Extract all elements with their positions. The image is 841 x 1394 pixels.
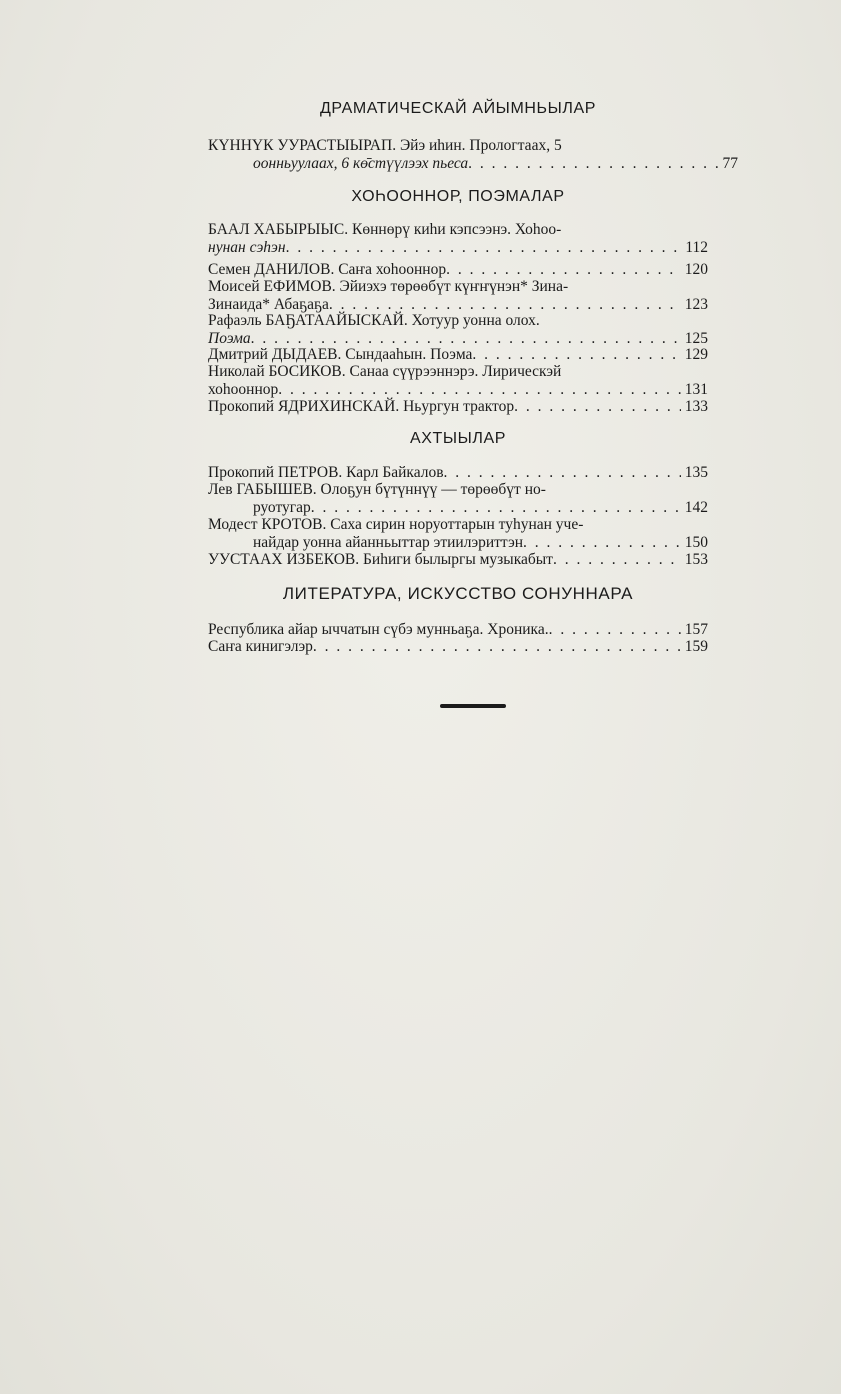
page-number: 129: [684, 346, 708, 363]
entry-text: Прокопий ПЕТРОВ. Карл Байкалов: [208, 464, 444, 481]
entry-text: оонньуулаах, 6 кө̄стүүлээх пьеса: [253, 155, 469, 172]
entry-text: КҮННҮК УУРАСТЫЫРАП. Эйэ иhин. Прологтаах, 5: [208, 137, 562, 154]
entry-text: руотугар: [253, 499, 311, 516]
toc-entry: [208, 278, 708, 314]
section-title: АХТЫЫЛАР: [409, 430, 507, 447]
section-title: ЛИТЕРАТУРА, ИСКУССТВО СОНУННАРА: [282, 584, 634, 603]
entry-text: УУСТААХ ИЗБЕКОВ. Биhиги былыргы музыкабыт: [208, 551, 553, 568]
section-news: [208, 584, 708, 655]
toc-entry: [208, 312, 708, 348]
entry-text: БААЛ ХАБЫРЫЫС. Көннөрү киhи кэпсээнэ. Хоhоо-: [208, 221, 562, 238]
page-number: 112: [685, 239, 708, 256]
page-number: 159: [684, 638, 708, 655]
entry-text: Семен ДАНИЛОВ. Саҥа хоhооннор: [208, 261, 447, 278]
entry-text: Зинаида* Абаҕаҕа: [208, 296, 329, 313]
entry-text: хоhооннор: [208, 381, 279, 398]
page-number: 150: [684, 534, 708, 551]
page-number: 133: [684, 398, 708, 415]
section-memoirs: [208, 430, 708, 568]
page-number: 125: [684, 330, 708, 347]
entry-text: Николай БОСИКОВ. Санаа сүүрээннэрэ. Лирическэй: [208, 363, 562, 380]
toc-entry: [208, 638, 708, 656]
toc-entry: [208, 221, 708, 257]
entry-text: Дмитрий ДЫДАЕВ. Сындааhын. Поэма: [208, 346, 473, 363]
entry-text: Саҥа кинигэлэр: [208, 638, 313, 655]
toc-entry: [208, 516, 708, 552]
entry-text: Модест КРОТОВ. Саха сирин норуоттарын туhунан уче-: [208, 516, 584, 533]
page-number: 135: [684, 464, 708, 481]
entry-text: нунан сэhэн: [208, 239, 286, 256]
toc-entry: [208, 464, 708, 482]
entry-text: Республика айар ыччатын сүбэ мунньаҕа. Хроника.: [208, 621, 549, 638]
toc-entry: [208, 481, 708, 517]
page-number: 77: [722, 155, 738, 172]
entry-text: Моисей ЕФИМОВ. Эйиэхэ төрөөбүт күҥҥүнэн* Зина-: [208, 278, 569, 295]
toc-entry: [208, 346, 708, 364]
entry-text: Прокопий ЯДРИХИНСКАЙ. Ньургун трактор: [208, 398, 515, 415]
section-title: ДРАМАТИЧЕСКАЙ АЙЫМНЬЫЛАР: [319, 100, 597, 117]
toc-entry: [208, 363, 708, 399]
page-number: 123: [684, 296, 708, 313]
entry-text: Рафаэль БАҔАТААЙЫСКАЙ. Хотуур уонна олох.: [208, 312, 540, 329]
entry-text: Лев ГАБЫШЕВ. Олоҕун бүтүннүү — төрөөбүт но-: [208, 481, 546, 498]
toc-entry: [208, 137, 738, 173]
page-number: 131: [684, 381, 708, 398]
section-dramatic: [208, 100, 738, 172]
section-title: ХОҺООННОР, ПОЭМАЛАР: [351, 188, 565, 205]
entry-text: найдар уонна айанньыттар этиилэриттэн: [253, 534, 524, 551]
page-number: 157: [684, 621, 708, 638]
toc-entry: [208, 621, 708, 639]
page-number: 142: [684, 499, 708, 516]
entry-text: Поэма: [208, 330, 251, 347]
toc-entry: [208, 551, 708, 569]
toc-entry: [208, 261, 708, 279]
toc-entry: [208, 398, 708, 416]
page-number: 153: [684, 551, 708, 568]
end-divider: [440, 704, 506, 708]
page-number: 120: [684, 261, 708, 278]
section-poems: [208, 188, 708, 415]
